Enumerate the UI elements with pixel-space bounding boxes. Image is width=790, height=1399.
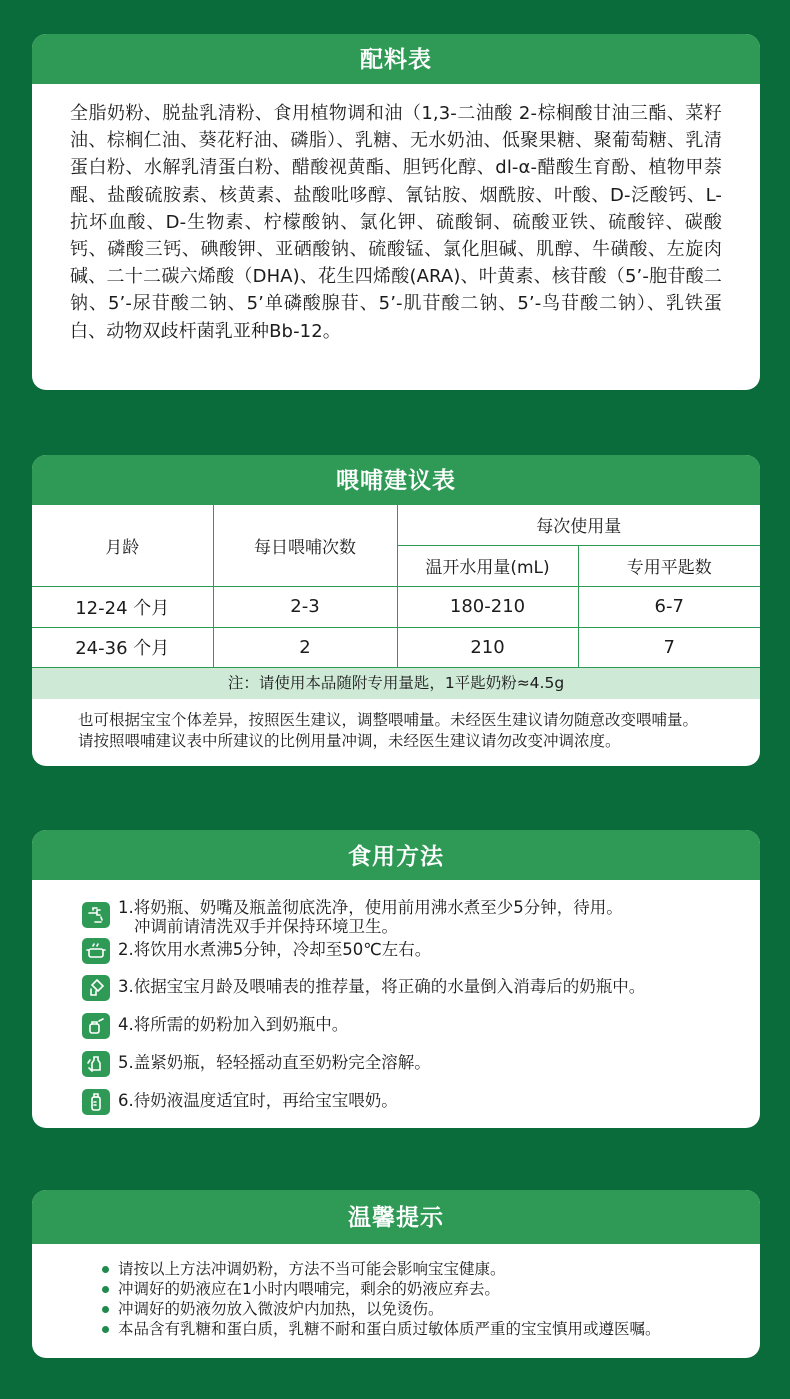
step-text: 4.将所需的奶粉加入到奶瓶中。 [118, 1015, 349, 1034]
step-text: 2.将饮用水煮沸5分钟，冷却至50℃左右。 [118, 940, 432, 959]
ingredients-title: 配料表 [32, 34, 760, 84]
feeding-remarks [32, 699, 760, 752]
feeding-title: 喂哺建议表 [32, 455, 760, 505]
tips-card [32, 1190, 760, 1358]
method-steps [32, 880, 760, 1113]
header-age: 月龄 [32, 505, 213, 586]
header-daily-times: 每日喂哺次数 [213, 505, 397, 586]
step-text: 5.盖紧奶瓶，轻轻摇动直至奶粉完全溶解。 [118, 1053, 431, 1072]
pour-water-icon [82, 975, 110, 1001]
method-step [82, 940, 760, 962]
add-powder-icon [82, 1013, 110, 1039]
feeding-table [32, 505, 760, 668]
step-text: 1.将奶瓶、奶嘴及瓶盖彻底洗净，使用前用沸水煮至少5分钟，待用。 [118, 898, 623, 917]
feeding-remark-line: 也可根据宝宝个体差异，按照医生建议，调整喂哺量。未经医生建议请勿随意改变喂哺量。 [78, 710, 699, 729]
feeding-remark-line: 请按照喂哺建议表中所建议的比例用量冲调，未经医生建议请勿改变冲调浓度。 [78, 731, 621, 750]
pot-icon [82, 938, 110, 964]
list-item: 本品含有乳糖和蛋白质，乳糖不耐和蛋白质过敏体质严重的宝宝慎用或遵医嘱。 [118, 1320, 760, 1339]
method-step [82, 1091, 760, 1113]
cell-scoops: 6-7 [578, 586, 760, 627]
cell-age: 12-24 个月 [32, 586, 213, 627]
method-step [82, 1053, 760, 1075]
method-step [82, 977, 760, 999]
scoop-note: 注：请使用本品随附专用量匙，1平匙奶粉≈4.5g [32, 668, 760, 699]
method-step [82, 898, 760, 938]
list-item: 冲调好的奶液应在1小时内喂哺完，剩余的奶液应弃去。 [118, 1280, 760, 1299]
ingredients-card [32, 34, 760, 390]
feeding-card [32, 455, 760, 766]
cell-water: 180-210 [397, 586, 578, 627]
shake-bottle-icon [82, 1051, 110, 1077]
list-item: 请按以上方法冲调奶粉，方法不当可能会影响宝宝健康。 [118, 1260, 760, 1279]
step-text: 3.依据宝宝月龄及喂哺表的推荐量，将正确的水量倒入消毒后的奶瓶中。 [118, 977, 646, 996]
header-per-use: 每次使用量 [397, 505, 760, 545]
method-title: 食用方法 [32, 830, 760, 880]
cell-times: 2-3 [213, 586, 397, 627]
cell-times: 2 [213, 627, 397, 667]
cell-age: 24-36 个月 [32, 627, 213, 667]
baby-bottle-icon [82, 1089, 110, 1115]
table-row [32, 586, 760, 627]
list-item: 冲调好的奶液勿放入微波炉内加热，以免烫伤。 [118, 1300, 760, 1319]
cell-water: 210 [397, 627, 578, 667]
table-row [32, 627, 760, 667]
step-text-sub: 冲调前请清洗双手并保持环境卫生。 [134, 917, 398, 936]
faucet-icon [82, 902, 110, 928]
header-water: 温开水用量(mL) [397, 545, 578, 586]
method-step [82, 1015, 760, 1037]
ingredients-text: 全脂奶粉、脱盐乳清粉、食用植物调和油（1,3-二油酸 2-棕榈酸甘油三酯、菜籽油、棕榈仁油、葵花籽油、磷脂）、乳糖、无水奶油、低聚果糖、聚葡萄糖、乳清蛋白粉、水解乳清蛋白粉、醋酸视黄酯、胆钙化醇、dl-α-醋酸生育酚、植物甲萘醌、盐酸硫胺素、核黄素、盐酸吡哆醇、氰钴胺、烟酰胺、叶酸、D-泛酸钙、L-抗坏血酸、D-生物素、柠檬酸钠、氯化钾、硫酸铜、硫酸亚铁、硫酸锌、碳酸钙、磷酸三钙、碘酸钾、亚硒酸钠、硫酸锰、氯化胆碱、肌醇、牛磺酸、左旋肉碱、二十二碳六烯酸（DHA)、花生四烯酸(ARA)、叶黄素、核苷酸（5’-胞苷酸二钠、5’-尿苷酸二钠、5’单磷酸腺苷、5’-肌苷酸二钠、5’-鸟苷酸二钠）、乳铁蛋白、动物双歧杆菌乳亚种Bb-12。 [70, 103, 722, 342]
step-text: 6.待奶液温度适宜时，再给宝宝喂奶。 [118, 1091, 398, 1110]
header-scoops: 专用平匙数 [578, 545, 760, 586]
tips-title: 温馨提示 [32, 1190, 760, 1244]
cell-scoops: 7 [578, 627, 760, 667]
tips-list [32, 1244, 760, 1339]
method-card [32, 830, 760, 1128]
